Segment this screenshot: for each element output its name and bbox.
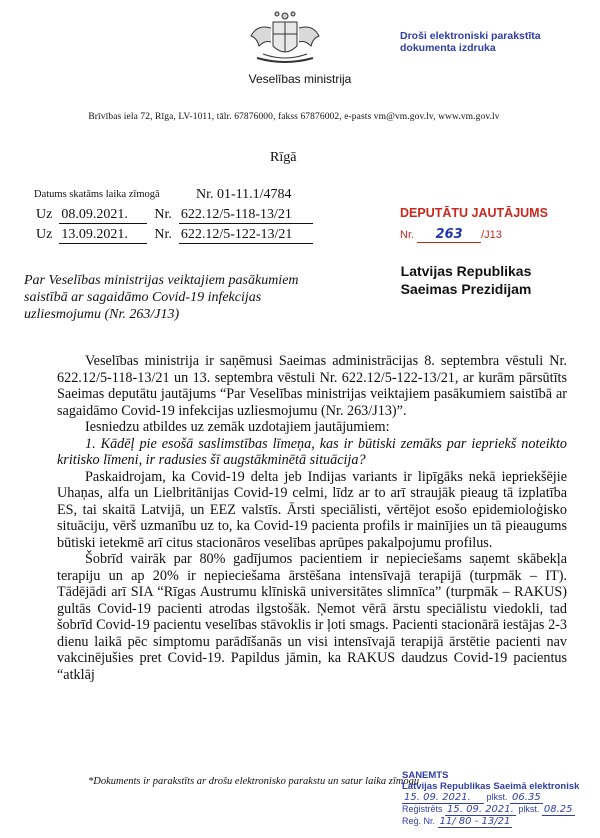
ref1-date: 08.09.2021. (59, 207, 147, 224)
deputy-question-number (400, 227, 502, 243)
ministry-name: Veselības ministrija (248, 72, 352, 86)
nr-label: Nr. (154, 207, 172, 222)
e-signature-stamp (400, 30, 570, 54)
uz-label: Uz (36, 207, 53, 222)
received-date: 15. 09. 2021. (402, 792, 484, 804)
deputy-nr-handwritten: 263 (417, 227, 481, 243)
ref2-date: 13.09.2021. (59, 227, 147, 244)
place: Rīgā (270, 150, 297, 165)
e-signature-line2: dokumenta izdruka (400, 42, 496, 54)
paragraph-answers-intro: Iesniedzu atbildes uz zemāk uzdotajiem jautājumiem: (85, 419, 390, 435)
registered-time-label: plkst. (518, 804, 540, 814)
registered-date: 15. 09. 2021. (447, 804, 514, 815)
recipient-line1: Latvijas Republikas (400, 263, 532, 279)
dates-label: Datums skatāms laika zīmogā (34, 189, 160, 200)
received-time: 06.35 (512, 792, 541, 803)
uz-label: Uz (36, 227, 53, 242)
received-time-label: plkst. (486, 792, 508, 802)
deputy-nr-suffix: /J13 (481, 229, 502, 241)
prot-label: Reģ. Nr. (402, 816, 436, 826)
paragraph-intro: Veselības ministrija ir saņēmusi Saeimas administrācijas 8. septembra vēstuli Nr. 622.12/5-118-13/21 un 13. septembra vēstuli Nr. 622.12/5-122-13/21, ar kurām pārsūtīts Saeimas deputātu jautājums “Par Veselības ministrijas veiktajiem pasākumiem saistībā ar sagaidāmo Covid-19 infekcijas uzliesmojumu (Nr. 263/J13)”. (57, 353, 567, 419)
received-title: SANEMTS (402, 770, 449, 781)
footnote: *Dokuments ir parakstīts ar drošu elektronisko parakstu un satur laika zīmogu (88, 776, 420, 787)
received-stamp (402, 770, 594, 828)
deputy-question-stamp: DEPUTĀTU JAUTĀJUMS (400, 206, 548, 220)
ref2-number: 622.12/5-122-13/21 (179, 227, 313, 244)
ref1-number: 622.12/5-118-13/21 (179, 207, 313, 224)
ministry-address: Brīvības iela 72, Rīga, LV-1011, tālr. 67876000, fakss 67876002, e-pasts vm@vm.gov.lv, www.vm.gov.lv (88, 112, 500, 122)
reference-row-2 (36, 227, 313, 244)
letter-subject: Par Veselības ministrijas veiktajiem pasākumiem saistībā ar sagaidāmo Covid-19 infekcijas uzliesmojumu (Nr. 263/J13) (24, 273, 299, 322)
question-1: 1. Kādēļ pie esošā saslimstības līmeņa, kas ir būtiski zemāks par iepriekš noteikto kritisko līmeni, ir radusies šī augstākminētā situācija? (57, 435, 567, 468)
e-signature-line1: Droši elektroniski parakstīta (400, 30, 541, 42)
reference-row-1 (36, 207, 313, 224)
registered-time: 08.25 (543, 804, 573, 815)
registered-label: Reģistrēts (402, 804, 443, 814)
document-number: Nr. 01-11.1/4784 (196, 187, 292, 202)
paragraph-explanation: Paskaidrojam, ka Covid-19 delta jeb Indijas variants ir lipīgāks nekā iepriekšējie Uhaņas, alfa un Lielbritānijas Covid-19 celmi, līdz ar to arī straujāk pieaug tā izplatība ES, tai skaitā Latvijā, un EEZ valstīs. Ārsti speciālisti, vērtējot esošo epidemioloģisko situāciju, vērš uzmanību uz to, ka Covid-19 pacienta profils ir mainījies un tā pieaugums būtiski ietekmē arī citus stacionāros veselības aprūpes pakalpojumu profilus. (57, 468, 567, 551)
paragraph-situation: Šobrīd vairāk par 80% gadījumos pacientiem ir nepieciešams saņemt skābekļa terapiju un ap 20% ir nepieciešama ārstēšana intensīvajā terapijā (turpmāk – IT). Tādējādi arī SIA “Rīgas Austrumu klīniskā universitātes slimnīca” (turpmāk – RAKUS) gultās Covid-19 pacienti atrodas ilgstošāk. Ņemot vērā ārstu speciālistu viedokli, tad šobrīd Covid-19 pacientu veselības stāvoklis ir ļoti smags. Pacienti stacionārā iestājas 2-3 dienu laikā pēc simptomu parādīšanās un visi intensīvajā terapijā ārstētie pacienti nav vakcinējušies pret Covid-19. Papildus jāmin, ka RAKUS daudzus Covid-19 pacientus “atklāj (57, 551, 567, 683)
letter-body (57, 353, 567, 683)
prot-number: 11/ 80 - 13/21 (439, 816, 511, 827)
received-subtitle: Latvijas Republikas Saeimā elektronisk (402, 781, 580, 792)
nr-label: Nr. (154, 227, 172, 242)
latvia-coat-of-arms (237, 6, 333, 70)
recipient-line2: Saeimas Prezidijam (400, 281, 532, 297)
deputy-nr-prefix: Nr. (400, 229, 415, 241)
recipient (376, 262, 556, 298)
